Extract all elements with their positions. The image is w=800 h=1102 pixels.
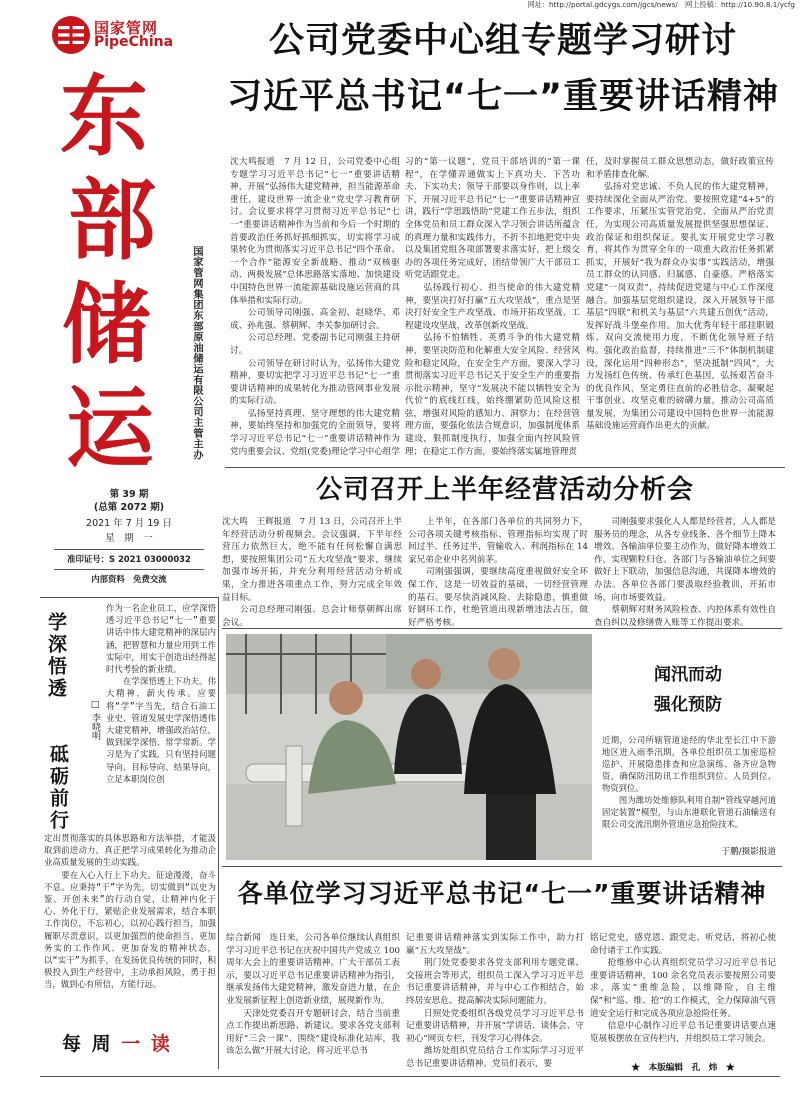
pipechina-logo	[44, 12, 204, 54]
title-char: 东	[60, 64, 149, 168]
photo-credit: 于鹏/摄影报道	[721, 847, 776, 857]
issue-date: 2021 年 7 月 19 日	[86, 518, 172, 529]
side-title-right: 学深悟透	[45, 612, 67, 700]
news-photo	[226, 634, 592, 860]
side-footer	[62, 1030, 202, 1060]
title-char: 运	[66, 376, 155, 480]
internal-note: 内部资料 免费交流	[91, 574, 167, 584]
divider	[218, 597, 219, 1069]
business-article-col-3: 司刚强要求强化人人都是经营者，人人都是服务员的理念，从各专业线条、各个细节上降本增效。各输油单位要主动作为，做好降本增效工作，实现颗粒归仓。各部门与各输油单位之间要做好上下联动，加强信息沟通，共谋降本增效的办法。各单位各部门要汲取经验教训，开拓市场，向市场要效益。 蔡朝辉对财务风险检查、内控体系有效性自查自纠以及修缮费入账等工作提出要求。	[594, 517, 776, 628]
side-title-left: 砥砺前行	[47, 744, 69, 832]
side-column	[40, 600, 218, 1070]
print-permit: 准印证号：S 2021 03000032	[67, 554, 191, 564]
photo-caption: 近期，公司所辖管道途经的华北至长江中下游地区进入雨季汛期，各单位组织员工加密巡检巡护、开展隐患排查和应急演练、备齐应急物资，确保防汛防讯工作组织到位、人员到位、物资到位。 图为潍坊处维修队利用自制“管线穿越河道固定装置”模型，与山东港联化管道石油输送有限公司交流汛期外管道应急抢险技术。	[602, 735, 776, 829]
lead-article-col-2: 习的“第一议题”，党员干部培训的“第一课程”，在学懂弄通做实上下真功夫、下苦功夫、下实功夫；领导干部要以身作则，以上率下，开展习近平总书记“七一”重要讲话精神宣讲，践行“学思践悟助”党建工作五步法，组织全体党员和员工群众深入学习领会讲话所蕴含的真理力量和实践伟力，不折不扣地把党中央以及集团党组各项部署要求落实好，把上级交办的各项任务完成好，团结带领广大干部员工听党话跟党走。 弘扬践行初心、担当使命的伟大建党精神，要坚决打好打赢“五大攻坚战”，重点是坚决打好安全生产攻坚战、市场开拓攻坚战、工程建设攻坚战，改革创新攻坚战。 弘扬不怕牺牲、英勇斗争的伟大建党精神，要坚决防范和化解重大安全风险、经营风险和稳定风险，在安全生产方面，要深入学习贯彻落实习近平总书记关于安全生产的重要指示批示精神，坚守“发展决不能以牺牲安全为代价”的底线红线，始终绷紧防范风险这根弦，增强对风险的感知力、洞察力；在经营管理方面，要强化依法合规意识，加强制度体系建设，狠抓制度执行，加强全面内控风险管理；在稳定工作方面，要始终落实属地管理责	[405, 157, 580, 457]
bottom-article-col-1: 综合新闻 连日来，公司各单位继续认真组织学习习近平总书记在庆祝中国共产党成立 100 周年大会上的重要讲话精神。广大干部员工表示，要以习近平总书记重要讲话精神为指引，继承发扬伟大建党精神，激发奋进力量，在企业发展新征程上创造新业绩，展现新作为。 天津处党委召开专题研讨会，结合当前重点工作提出新思路、新建议。要求各党支部利用好“三会一课”、围绕“建设标准化站库，我该怎么做”开展大讨论，将习近平总书	[226, 933, 400, 1057]
title-char: 储	[62, 272, 151, 376]
newspaper-title	[60, 64, 170, 480]
masthead	[40, 10, 210, 588]
issue-info	[54, 488, 204, 588]
sponsor-text: 国家管网集团东部原油储运有限公司主管主办	[191, 246, 202, 460]
business-article-col-2: 上半年，在各部门各单位的共同努力下，公司各项关键考核指标、管理指标均实现了时间过半、任务过半，管输收入、利润指标在 14 家兄弟企业中名列前茅。 司刚强强调，要继续高度重视做好安全环保工作，这是一切效益的基础，一切经营管理的基石。要尽快消减风险、去除隐患，慎重做好钢环工作，杜绝管道出现新增违法占压，做好严格考核。	[408, 517, 588, 628]
side-intro: 作为一名企业员工，应学深悟透习近平总书记“七一”重要讲话中伟大建党精神的深层内涵，把智慧和力量应用到工作实际中，用实干创造出经得起时代考验的新业绩。 在学深悟透上下功夫。伟大精神，薪火传承。应要将“学”字当先，结合石油工业史、管道发展史学深悟透伟大建党精神，增强政治站位，做到深学深悟、常学常新。学习是为了实践，只有坚持问题导向、目标导向、结果导向，立足本职岗位创	[106, 603, 216, 784]
business-headline: 公司召开上半年经营活动分析会	[315, 475, 694, 505]
issue-weekday: 星 期 一	[105, 533, 153, 544]
lead-headline-2: 习近平总书记“七一”重要讲话精神	[226, 77, 779, 117]
lead-headline-1: 公司党委中心组专题学习研讨	[268, 21, 737, 61]
divider	[222, 628, 782, 629]
lead-article-col-1: 沈大鸣报道 7 月 12 日，公司党委中心组专题学习习近平总书记“七一”重要讲话精神，开展“弘扬伟大建党精神，担当能源革命重任，建设世界一流企业”党史学习教育研讨。会议要求将学习贯彻习近平总书记“七一”重要讲话精神作为当前和今后一个时期的首要政治任务抓好抓细抓实，切实将学习成果转化为贯彻落实习近平总书记“四个革命、一个合作”能源安全新战略、推动“双核驱动、两极发展”总体思路落实落地、加快建设中国特色世界一流能源基础设施运营商的具体举措和实际行动。 公司领导司刚强、高金初、赵晓华、邓成、孙兆强、蔡朝辉、李关参加研讨会。 公司总经理、党委副书记司刚强主持研讨。 公司领导在研讨时认为，弘扬伟大建党精神，要切实把学习习近平总书记“七一”重要讲话精神的成果转化为推动管网事业发展的实际行动。 弘扬坚持真理、坚守理想的伟大建党精神，要始终坚持和加强党的全面领导，要将学习习近平总书记“七一”重要讲话精神作为党内重要会议、党组(党委)理论学习中心组学	[230, 157, 400, 457]
bottom-headline: 各单位学习习近平总书记“七一”重要讲话精神	[237, 879, 767, 908]
issue-number: 第 39 期	[109, 489, 149, 500]
photo-caption-box	[598, 634, 778, 860]
page-editor: ★ 本版编辑 孔 炜 ★	[631, 1063, 735, 1073]
side-author-name: □ 李晓明	[90, 700, 100, 740]
photo-caption-title-1: 闻汛而动	[654, 665, 722, 685]
side-footer-b: 一 读	[121, 1033, 172, 1055]
page-bottom-rule	[40, 1076, 780, 1077]
logo-en-text: PipeChina	[94, 34, 174, 50]
pipechina-logo-icon	[50, 14, 92, 56]
bottom-article-col-2: 记重要讲话精神落实到实际工作中，助力打赢“五大攻坚战”。 荆门处党委要求各党支部利用专题党课、交接班会等形式，组织员工深入学习习近平总书记重要讲话精神，并与中心工作相结合，始终居安思危、提高解决实际问题能力。 日照处党委组织各级党员学习习近平总书记重要讲话精神，并开展“学讲话、谈体会、守初心”网页专栏，刊发学习心得体会。 潍坊处组织党员结合工作实际学习习近平总书记重要讲话精神。党员们表示，要	[406, 933, 584, 1069]
logo-cn-text: 国家管网	[94, 19, 159, 37]
title-char: 部	[68, 168, 157, 272]
side-footer-a: 每 周	[62, 1033, 113, 1055]
side-author	[88, 700, 102, 800]
divider	[225, 467, 785, 468]
business-article-col-1: 沈大鸣 王辉报道 7 月 13 日，公司召开上半年经营活动分析视频会。会议强调，下半年经营压力依然巨大，绝不能有任何松懈自满思想，要按照集团公司“五大攻坚战”要求，继续加强市场开拓，并充分利用经营活动分析成果，全力推进各项重点工作，努力完成全年效益目标。 公司总经理司刚强、总会计师蔡朝辉出席会议。	[222, 517, 402, 628]
site-url-bar: 网址：http://portal.gdcygs.com/jgcs/news/ 网上投稿：http://10.90.8.1/ycfg	[527, 0, 795, 9]
bottom-article-col-3: 铭记党史，感党恩、跟党走、听党话，将初心使命付诸于工作实践。 抢维修中心认真组织党员学习习近平总书记重要讲话精神，100 余名党员表示要按照公司要求，落实“重维急险，以维降险，自主维保”和“巡、维、抢”的工作模式，全力保障油气管道安全运行和完成各项应急抢险任务。 信息中心制作习近平总书记重要讲话要点速览展板摆放在宣传栏内，并组织员工学习领会。	[590, 933, 776, 1044]
side-full: 定出贯彻落实的具体思路和方法举措，才能汲取到前进动力，真正把学习成果转化为推动企业高质量发展的生动实践。 要在入心入行上下功夫。征途漫漫，奋斗不息。应秉持“干”字为先，切实做到“以史为鉴、开创未来”的行动自觉，让精神内化于心、外化于行，紧贴企业发展需求，结合本职工作岗位，不忘初心，以初心践行担当，加强履职尽责意识，以更加强烈的使命担当、更加务实的工作作风、更加奋发的精神状态，以“实干”为抓手，在发扬优良传统的同时，积极投入到生产经营中，主动承担风险，勇于担当，做到心有所信，方能行远。	[44, 833, 216, 990]
photo-caption-title-2: 强化预防	[654, 695, 722, 715]
photo-scene	[226, 634, 592, 860]
divider	[222, 866, 782, 867]
total-issue-number: (总第 2072 期)	[93, 502, 165, 513]
divider	[40, 597, 218, 598]
lead-article-col-3: 任，及时掌握员工群众思想动态，做好政策宣传和矛盾排查化解。 弘扬对党忠诚、不负人民的伟大建党精神，要持续深化全面从严治党。要按照党建“4+5”的工作要求，压紧压实管党治党、全面从严治党责任，为实现公司高质量发展提供坚强思想保证、政治保证和组织保证。要扎实开展党史学习教育，将其作为贯穿全年的一项重大政治任务抓紧抓实，开展好“我为群众办实事”实践活动，增强员工群众的认同感、归属感、自豪感。严格落实党建“一岗双责”，持续促进党建与中心工作深度融合。加强基层党组织建设，深入开展领导干部基层“四联”和机关与基层“六共建五创优”活动，发挥好战斗堡垒作用。加大优秀年轻干部挂职锻炼、双向交流使用力度，不断优化领导班子结构。强化政治监督，持续推进“三不”体制机制建设，深化运用“四种形态”，坚决抵制“四风”，大力发扬红色传统、传承红色基因，弘扬艰苦奋斗的优良作风，坚定勇往直前的必胜信念，凝聚起干事创业、攻坚克难的磅礴力量，推动公司高质量发展，为集团公司建设中国特色世界一流能源基础设施运营商作出更大的贡献。	[586, 157, 774, 432]
